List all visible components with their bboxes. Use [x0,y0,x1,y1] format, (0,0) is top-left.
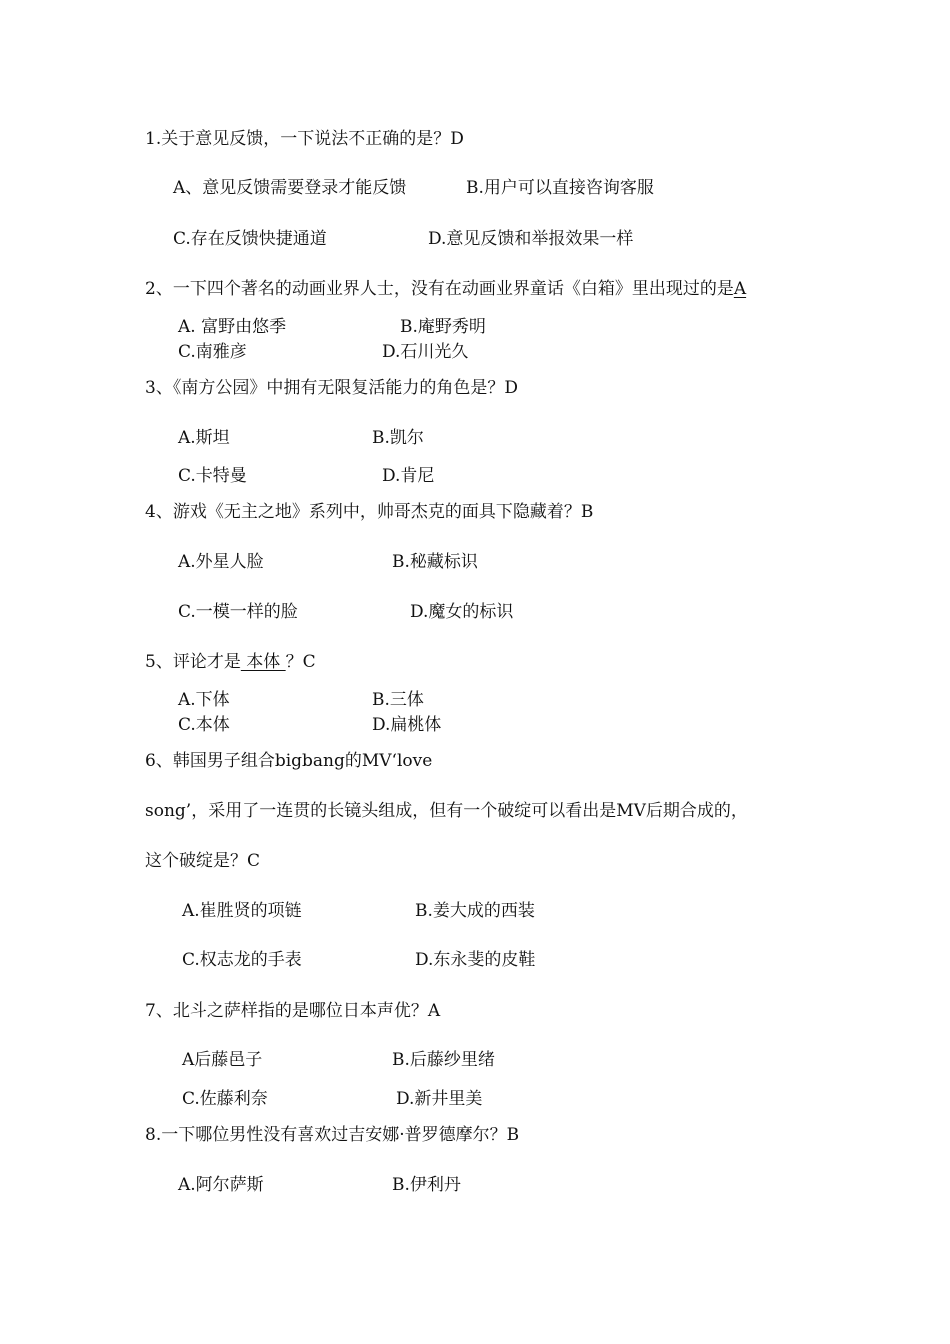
question-2-option-a: A. 富野由悠季 [178,317,287,337]
question-6-option-a: A.崔胜贤的项链 [182,901,302,921]
question-2-prompt: 2、一下四个著名的动画业界人士，没有在动画业界童话《白箱》里出现过的是 [145,279,734,299]
question-6-text-line-2: song’，采用了一连贯的长镜头组成，但有一个破绽可以看出是MV后期合成的， [145,801,748,821]
question-2-option-c: C.南雅彦 [178,342,247,362]
question-5-answer: ？C [285,652,316,672]
question-3-text: 3、《南方公园》中拥有无限复活能力的角色是？D [145,378,518,398]
question-7-option-c: C.佐藤利奈 [182,1089,268,1109]
question-6-option-d: D.东永斐的皮鞋 [415,950,536,970]
question-5-prompt: 5、评论才是 [145,652,241,672]
question-6-option-c: C.权志龙的手表 [182,950,302,970]
question-7-text: 7、北斗之萨样指的是哪位日本声优？A [145,1001,441,1021]
question-6-option-b: B.姜大成的西装 [415,901,535,921]
question-2-answer: A [733,279,747,299]
question-3-option-a: A.斯坦 [178,428,230,448]
question-5-option-b: B.三体 [372,690,424,710]
question-7-option-a: A后藤邑子 [182,1050,263,1070]
question-2-option-d: D.石川光久 [382,342,469,362]
question-2-option-b: B.庵野秀明 [400,317,486,337]
question-4-option-c: C.一模一样的脸 [178,602,298,622]
question-5-blank: 本体 [240,652,286,672]
question-5-option-c: C.本体 [178,715,230,735]
question-1-option-c: C.存在反馈快捷通道 [173,229,327,249]
question-4-option-a: A.外星人脸 [178,552,264,572]
question-5-option-a: A.下体 [178,690,230,710]
question-5-text [145,651,316,673]
question-1-option-d: D.意见反馈和举报效果一样 [428,229,634,249]
question-2-text [145,278,746,300]
question-4-option-d: D.魔女的标识 [410,602,514,622]
question-3-option-d: D.肯尼 [382,466,435,486]
question-3-option-b: B.凯尔 [372,428,424,448]
question-6-text-line-1: 6、韩国男子组合bigbang的MV‘love [145,751,433,771]
question-7-option-d: D.新井里美 [396,1089,483,1109]
question-6-text-line-3: 这个破绽是？C [145,851,261,871]
question-4-option-b: B.秘藏标识 [392,552,478,572]
question-3-option-c: C.卡特曼 [178,466,247,486]
question-1-text: 1.关于意见反馈，一下说法不正确的是？D [145,129,464,149]
question-7-option-b: B.后藤纱里绪 [392,1050,495,1070]
question-8-option-a: A.阿尔萨斯 [178,1175,264,1195]
question-8-text: 8.一下哪位男性没有喜欢过吉安娜·普罗德摩尔？B [145,1125,520,1145]
question-1-option-b: B.用户可以直接咨询客服 [466,178,654,198]
question-4-text: 4、游戏《无主之地》系列中，帅哥杰克的面具下隐藏着？B [145,502,594,522]
question-5-option-d: D.扁桃体 [372,715,442,735]
question-1-option-a: A、意见反馈需要登录才能反馈 [173,178,407,198]
question-8-option-b: B.伊利丹 [392,1175,461,1195]
